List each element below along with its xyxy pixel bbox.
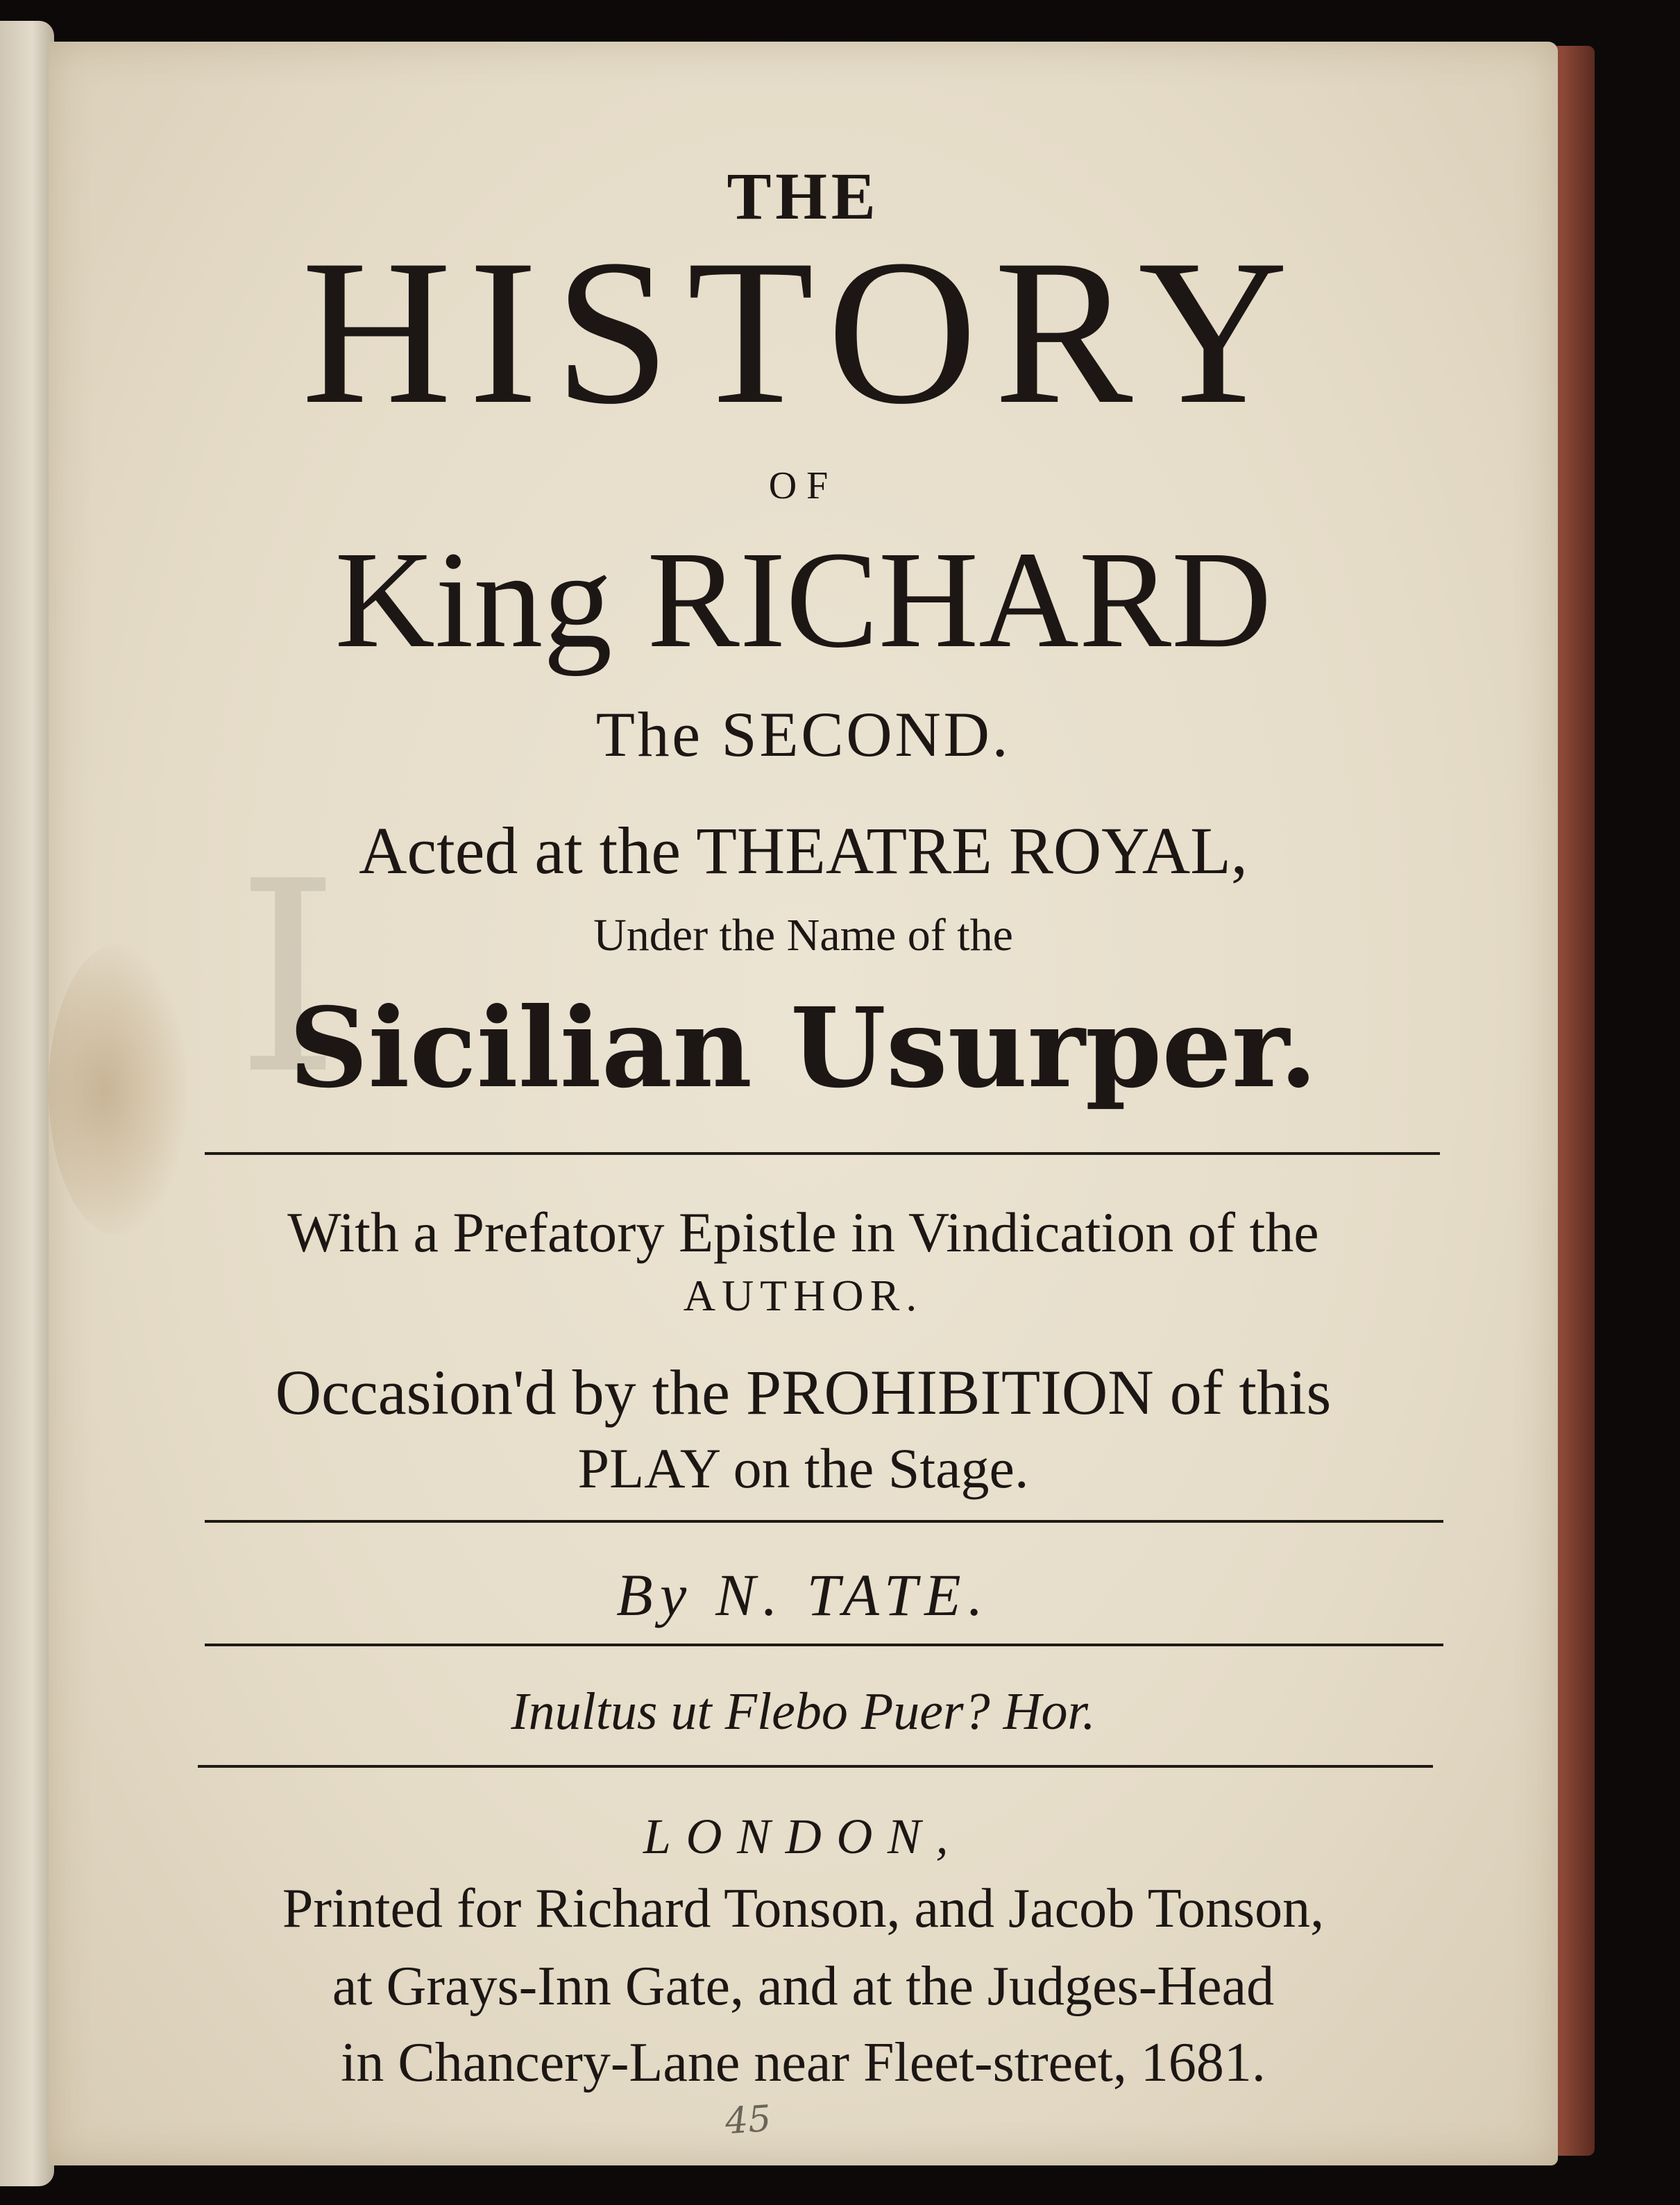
- title-king-richard: King RICHARD: [334, 523, 1272, 677]
- title-of: OF: [768, 464, 838, 507]
- facing-page-edge: [0, 21, 54, 2186]
- rule-1: [205, 1152, 1440, 1155]
- imprint-city: LONDON,: [643, 1809, 964, 1864]
- rule-4: [198, 1765, 1433, 1768]
- handwritten-pencil-note: 45: [723, 2097, 773, 2143]
- title-history: HISTORY: [301, 217, 1305, 447]
- sicilian-usurper-line: Sicilian Usurper.: [289, 984, 1318, 1113]
- prefatory-epistle-line: With a Prefatory Epistle in Vindication of the: [287, 1201, 1319, 1264]
- rule-2: [205, 1520, 1443, 1523]
- imprint-line-3: in Chancery-Lane near Fleet-street, 1681.: [341, 2032, 1266, 2093]
- imprint-line-1: Printed for Richard Tonson, and Jacob Tonson,: [282, 1878, 1325, 1939]
- by-n-tate-line: By N. TATE.: [616, 1562, 990, 1628]
- motto-line: Inultus ut Flebo Puer? Hor.: [511, 1682, 1096, 1741]
- rule-3: [205, 1644, 1443, 1646]
- show-through-initial: I: [236, 825, 341, 1132]
- occasiond-line: Occasion'd by the PROHIBITION of this: [275, 1357, 1332, 1428]
- title-the-second: The SECOND.: [595, 699, 1011, 770]
- play-on-stage-line: PLAY on the Stage.: [577, 1437, 1029, 1500]
- title-the: THE: [727, 159, 880, 233]
- acted-at-line: Acted at the THEATRE ROYAL,: [359, 813, 1248, 888]
- title-page: [49, 42, 1558, 2165]
- under-the-name-line: Under the Name of the: [593, 910, 1013, 961]
- author-line: AUTHOR.: [683, 1271, 924, 1320]
- imprint-line-2: at Grays-Inn Gate, and at the Judges-Head: [332, 1956, 1275, 2017]
